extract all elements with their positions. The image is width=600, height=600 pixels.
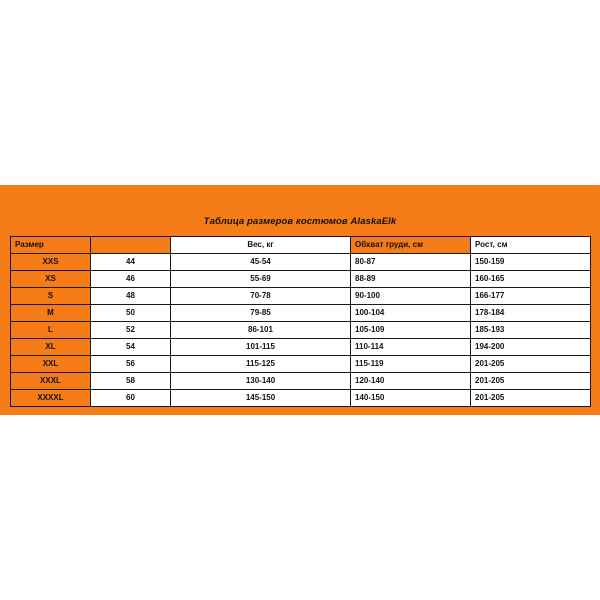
cell-number: 48 — [91, 288, 171, 305]
column-header-weight: Вес, кг — [171, 237, 351, 254]
cell-number: 46 — [91, 271, 171, 288]
table-row — [11, 288, 591, 305]
table-body — [11, 254, 591, 407]
cell-weight: 145-150 — [171, 390, 351, 407]
cell-number: 44 — [91, 254, 171, 271]
column-header-chest: Обхват груди, см — [351, 237, 471, 254]
cell-weight: 101-115 — [171, 339, 351, 356]
column-header-height: Рост, см — [471, 237, 591, 254]
cell-weight: 79-85 — [171, 305, 351, 322]
cell-size: L — [11, 322, 91, 339]
cell-weight: 115-125 — [171, 356, 351, 373]
cell-size: XXXXL — [11, 390, 91, 407]
column-header-size: Размер — [11, 237, 91, 254]
cell-weight: 70-78 — [171, 288, 351, 305]
cell-size: XXS — [11, 254, 91, 271]
cell-height: 201-205 — [471, 356, 591, 373]
cell-chest: 115-119 — [351, 356, 471, 373]
cell-height: 160-165 — [471, 271, 591, 288]
cell-height: 166-177 — [471, 288, 591, 305]
size-table — [10, 236, 591, 407]
cell-number: 56 — [91, 356, 171, 373]
cell-number: 52 — [91, 322, 171, 339]
cell-height: 201-205 — [471, 390, 591, 407]
cell-height: 185-193 — [471, 322, 591, 339]
cell-chest: 140-150 — [351, 390, 471, 407]
cell-weight: 130-140 — [171, 373, 351, 390]
cell-chest: 88-89 — [351, 271, 471, 288]
cell-weight: 45-54 — [171, 254, 351, 271]
table-row — [11, 339, 591, 356]
cell-size: XXL — [11, 356, 91, 373]
cell-size: XS — [11, 271, 91, 288]
table-row — [11, 390, 591, 407]
cell-height: 194-200 — [471, 339, 591, 356]
column-header-number — [91, 237, 171, 254]
cell-chest: 105-109 — [351, 322, 471, 339]
cell-size: S — [11, 288, 91, 305]
table-row — [11, 356, 591, 373]
cell-number: 58 — [91, 373, 171, 390]
table-header — [11, 237, 591, 254]
table-row — [11, 322, 591, 339]
table-row — [11, 305, 591, 322]
table-row — [11, 373, 591, 390]
cell-number: 54 — [91, 339, 171, 356]
cell-chest: 110-114 — [351, 339, 471, 356]
page-title: Таблица размеров костюмов AlaskaElk — [203, 216, 397, 227]
table-row — [11, 271, 591, 288]
cell-chest: 100-104 — [351, 305, 471, 322]
cell-height: 150-159 — [471, 254, 591, 271]
table-header-row — [11, 237, 591, 254]
cell-height: 178-184 — [471, 305, 591, 322]
cell-height: 201-205 — [471, 373, 591, 390]
table-row — [11, 254, 591, 271]
cell-chest: 120-140 — [351, 373, 471, 390]
cell-number: 50 — [91, 305, 171, 322]
cell-size: M — [11, 305, 91, 322]
cell-size: XL — [11, 339, 91, 356]
cell-size: XXXL — [11, 373, 91, 390]
cell-chest: 90-100 — [351, 288, 471, 305]
cell-number: 60 — [91, 390, 171, 407]
cell-weight: 55-69 — [171, 271, 351, 288]
cell-chest: 80-87 — [351, 254, 471, 271]
cell-weight: 86-101 — [171, 322, 351, 339]
size-table-container — [10, 236, 590, 407]
